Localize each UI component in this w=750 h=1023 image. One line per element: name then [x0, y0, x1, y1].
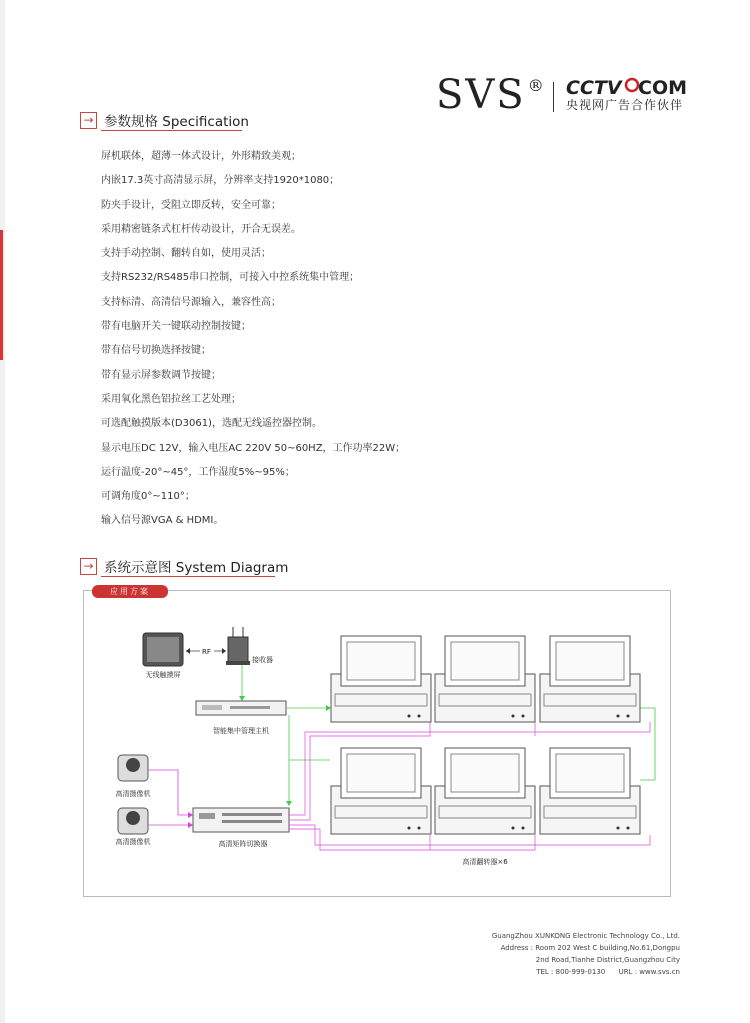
spec-item: 支持标清、高清信号源输入，兼容性高； — [101, 296, 281, 308]
controller-label: 智能集中管理主机 — [213, 727, 269, 735]
svg-text:COM: COM — [638, 77, 688, 99]
address-line-1: Address : Room 202 West C building,No.61,Dongpu — [500, 944, 680, 952]
spec-item: 带有电脑开关一键联动控制按键； — [101, 321, 251, 333]
rf-arrowhead-right — [222, 648, 226, 654]
spec-item: 支持RS232/RS485串口控制，可接入中控系统集中管理； — [101, 272, 360, 284]
flippers-label: 高清翻转器×6 — [462, 858, 508, 866]
camera-icon — [118, 808, 148, 834]
flipper-device — [435, 636, 535, 722]
diagram-section-title: 系统示意图 System Diagram — [104, 560, 289, 576]
spec-item: 输入信号源VGA & HDMI。 — [101, 515, 224, 527]
flipper-device — [331, 748, 431, 834]
rf-label: RF — [202, 648, 211, 656]
telephone: TEL : 800-999-0130 — [536, 968, 606, 976]
touch-screen-label: 无线触摸屏 — [145, 671, 181, 679]
touch-screen-icon — [143, 633, 183, 666]
matrix-switcher-icon — [193, 808, 289, 832]
camera1-label: 高清摄像机 — [115, 790, 151, 798]
svg-text:CCTV: CCTV — [566, 77, 622, 99]
spec-item: 可调角度0°~110°； — [101, 491, 195, 503]
receiver-label: 接收器 — [252, 656, 273, 664]
registered-mark: ® — [527, 76, 546, 95]
flipper-device — [331, 636, 431, 722]
cctv-partner-text: 央视网广告合作伙伴 — [566, 98, 684, 112]
camera-icon — [118, 755, 148, 781]
application-tab: 应用方案 — [92, 585, 168, 598]
receiver-icon — [226, 627, 250, 665]
matrix-label: 高清矩阵切换器 — [218, 840, 268, 848]
spec-item: 内嵌17.3英寸高清显示屏，分辨率支持1920*1080； — [101, 175, 340, 187]
spec-section-title: 参数规格 Specification — [104, 114, 249, 130]
spec-item: 带有显示屏参数调节按键； — [101, 369, 221, 381]
arrow-right-icon: → — [80, 558, 97, 575]
svs-logo-text: SVS — [436, 72, 526, 118]
spec-item: 采用精密链条式杠杆传动设计，开合无误差。 — [101, 223, 301, 235]
company-name: GuangZhou XUNKONG Electronic Technology Co., Ltd. — [491, 932, 680, 940]
pink-link — [148, 770, 192, 815]
spec-item: 可选配触摸版本(D3061)，选配无线遥控器控制。 — [101, 418, 322, 430]
spec-item: 采用氧化黑色铝拉丝工艺处理； — [101, 393, 241, 405]
rf-arrowhead-left — [186, 648, 190, 654]
address-line-2: 2nd Road,Tianhe District,Guangzhou City — [535, 956, 680, 964]
spec-item: 支持手动控制、翻转自如，使用灵活； — [101, 248, 271, 260]
spec-item: 防夹手设计，受阻立即反转，安全可靠； — [101, 199, 281, 211]
flipper-device — [540, 748, 640, 834]
spec-item: 带有信号切换选择按键； — [101, 345, 211, 357]
spec-item: 屏机联体，超薄一体式设计，外形精致美观； — [101, 151, 301, 162]
controller-icon — [196, 701, 286, 715]
footer-contact — [492, 930, 680, 978]
spec-item: 显示电压DC 12V，输入电压AC 220V 50~60HZ，工作功率22W； — [101, 442, 406, 454]
flipper-device — [435, 748, 535, 834]
arrow-right-icon: → — [80, 112, 97, 129]
website-link[interactable]: URL : www.svs.cn — [618, 968, 680, 976]
flipper-device — [540, 636, 640, 722]
camera2-label: 高清摄像机 — [115, 838, 151, 846]
spec-item: 运行温度-20°~45°，工作湿度5%~95%； — [101, 466, 295, 478]
